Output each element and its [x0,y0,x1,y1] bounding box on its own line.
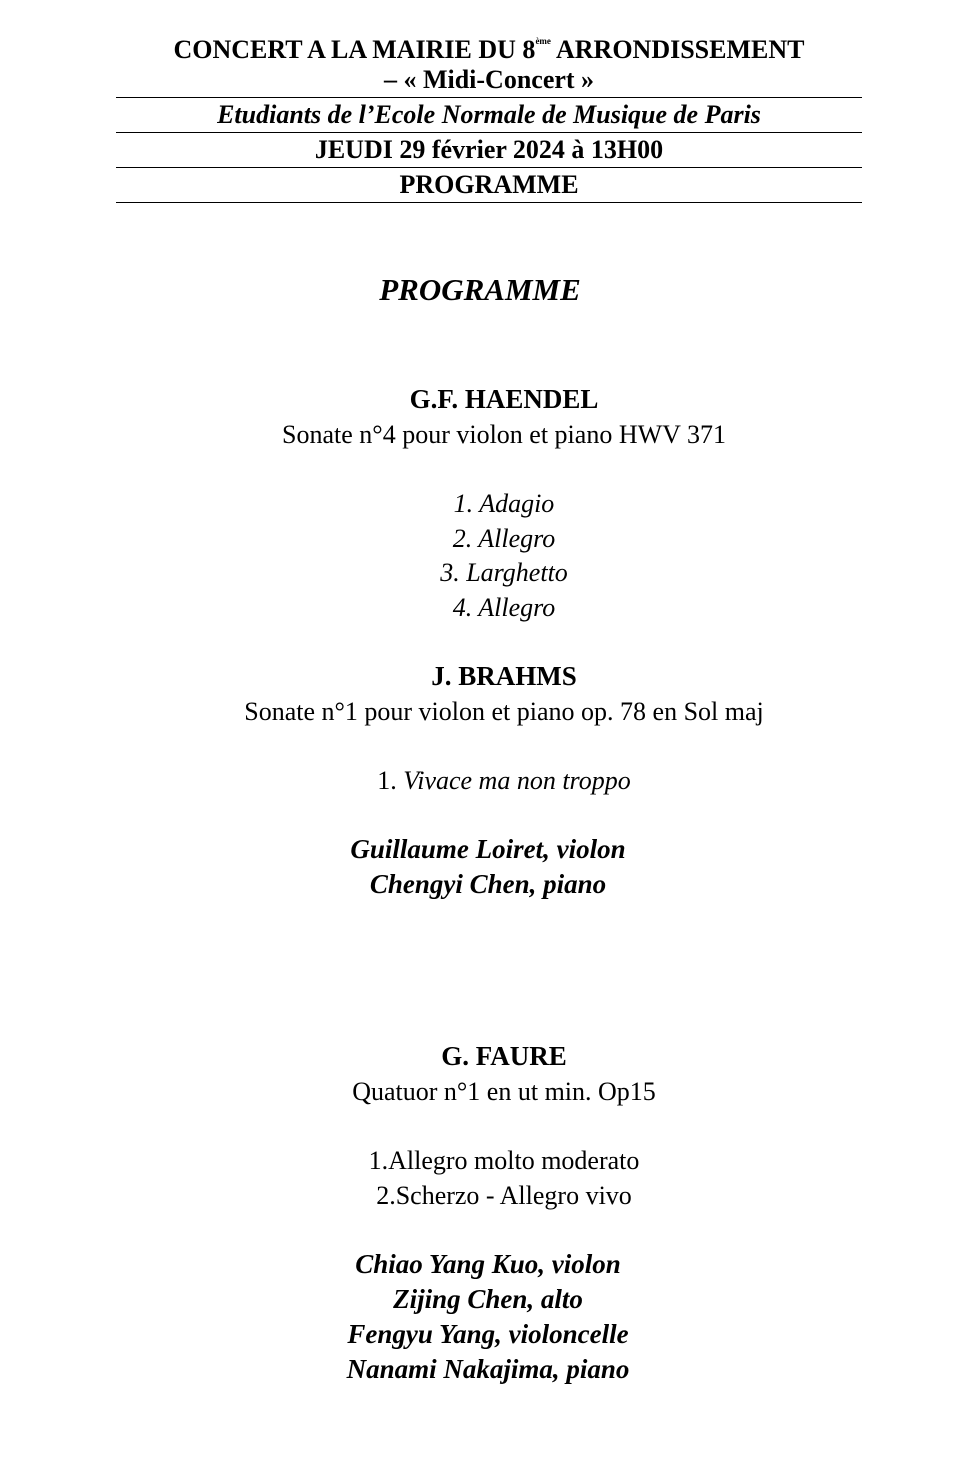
performer-name: Guillaume Loiret, violon [350,834,626,864]
header-title-pre: CONCERT A LA MAIRIE DU 8 [173,35,536,64]
concert-header [116,26,862,203]
program-title: PROGRAMME [379,272,581,307]
header-date: JEUDI 29 février 2024 à 13H00 [116,133,862,168]
header-programme: PROGRAMME [116,168,862,203]
performer-name: Chengyi Chen, piano [369,869,607,899]
work-title: Quatuor n°1 en ut min. Op15 [352,1077,656,1106]
performers-group-1 [0,832,978,902]
movement-item: 4. Allegro [452,592,556,622]
faure-movements [14,1144,980,1213]
header-subtitle: – « Midi-Concert » [383,65,595,94]
brahms-movements [14,764,980,799]
performers-group-2 [0,1247,978,1387]
performer-name: Nanami Nakajima, piano [346,1354,630,1384]
movement-item [14,764,980,799]
header-title-superscript: ème [535,36,551,46]
composer-name: G. FAURE [441,1041,567,1071]
piece-faure [14,1039,980,1109]
movement-item: 3. Larghetto [440,558,568,587]
performer-name: Fengyu Yang, violoncelle [347,1319,629,1349]
composer-name: G.F. HAENDEL [409,384,599,414]
movement-number: 1. [377,766,404,795]
performer-name: Zijing Chen, alto [393,1284,583,1314]
movement-item: 1. Adagio [453,489,555,518]
header-title-post: ARRONDISSEMENT [550,35,805,64]
work-title: Sonate n°1 pour violon et piano op. 78 en Sol maj [244,697,764,726]
composer-name: J. BRAHMS [431,661,577,691]
haendel-movements [14,487,980,625]
performer-name: Chiao Yang Kuo, violon [355,1249,621,1279]
header-students: Etudiants de l’Ecole Normale de Musique de Paris [116,98,862,133]
piece-haendel [14,382,980,452]
movement-item: 2. Allegro [452,523,556,553]
movement-name: Vivace ma non troppo [403,766,631,795]
movement-item: 2.Scherzo - Allegro vivo [376,1180,632,1210]
header-title [116,26,862,98]
piece-brahms [14,659,980,729]
movement-item: 1.Allegro molto moderato [368,1146,640,1175]
work-title: Sonate n°4 pour violon et piano HWV 371 [282,420,726,449]
